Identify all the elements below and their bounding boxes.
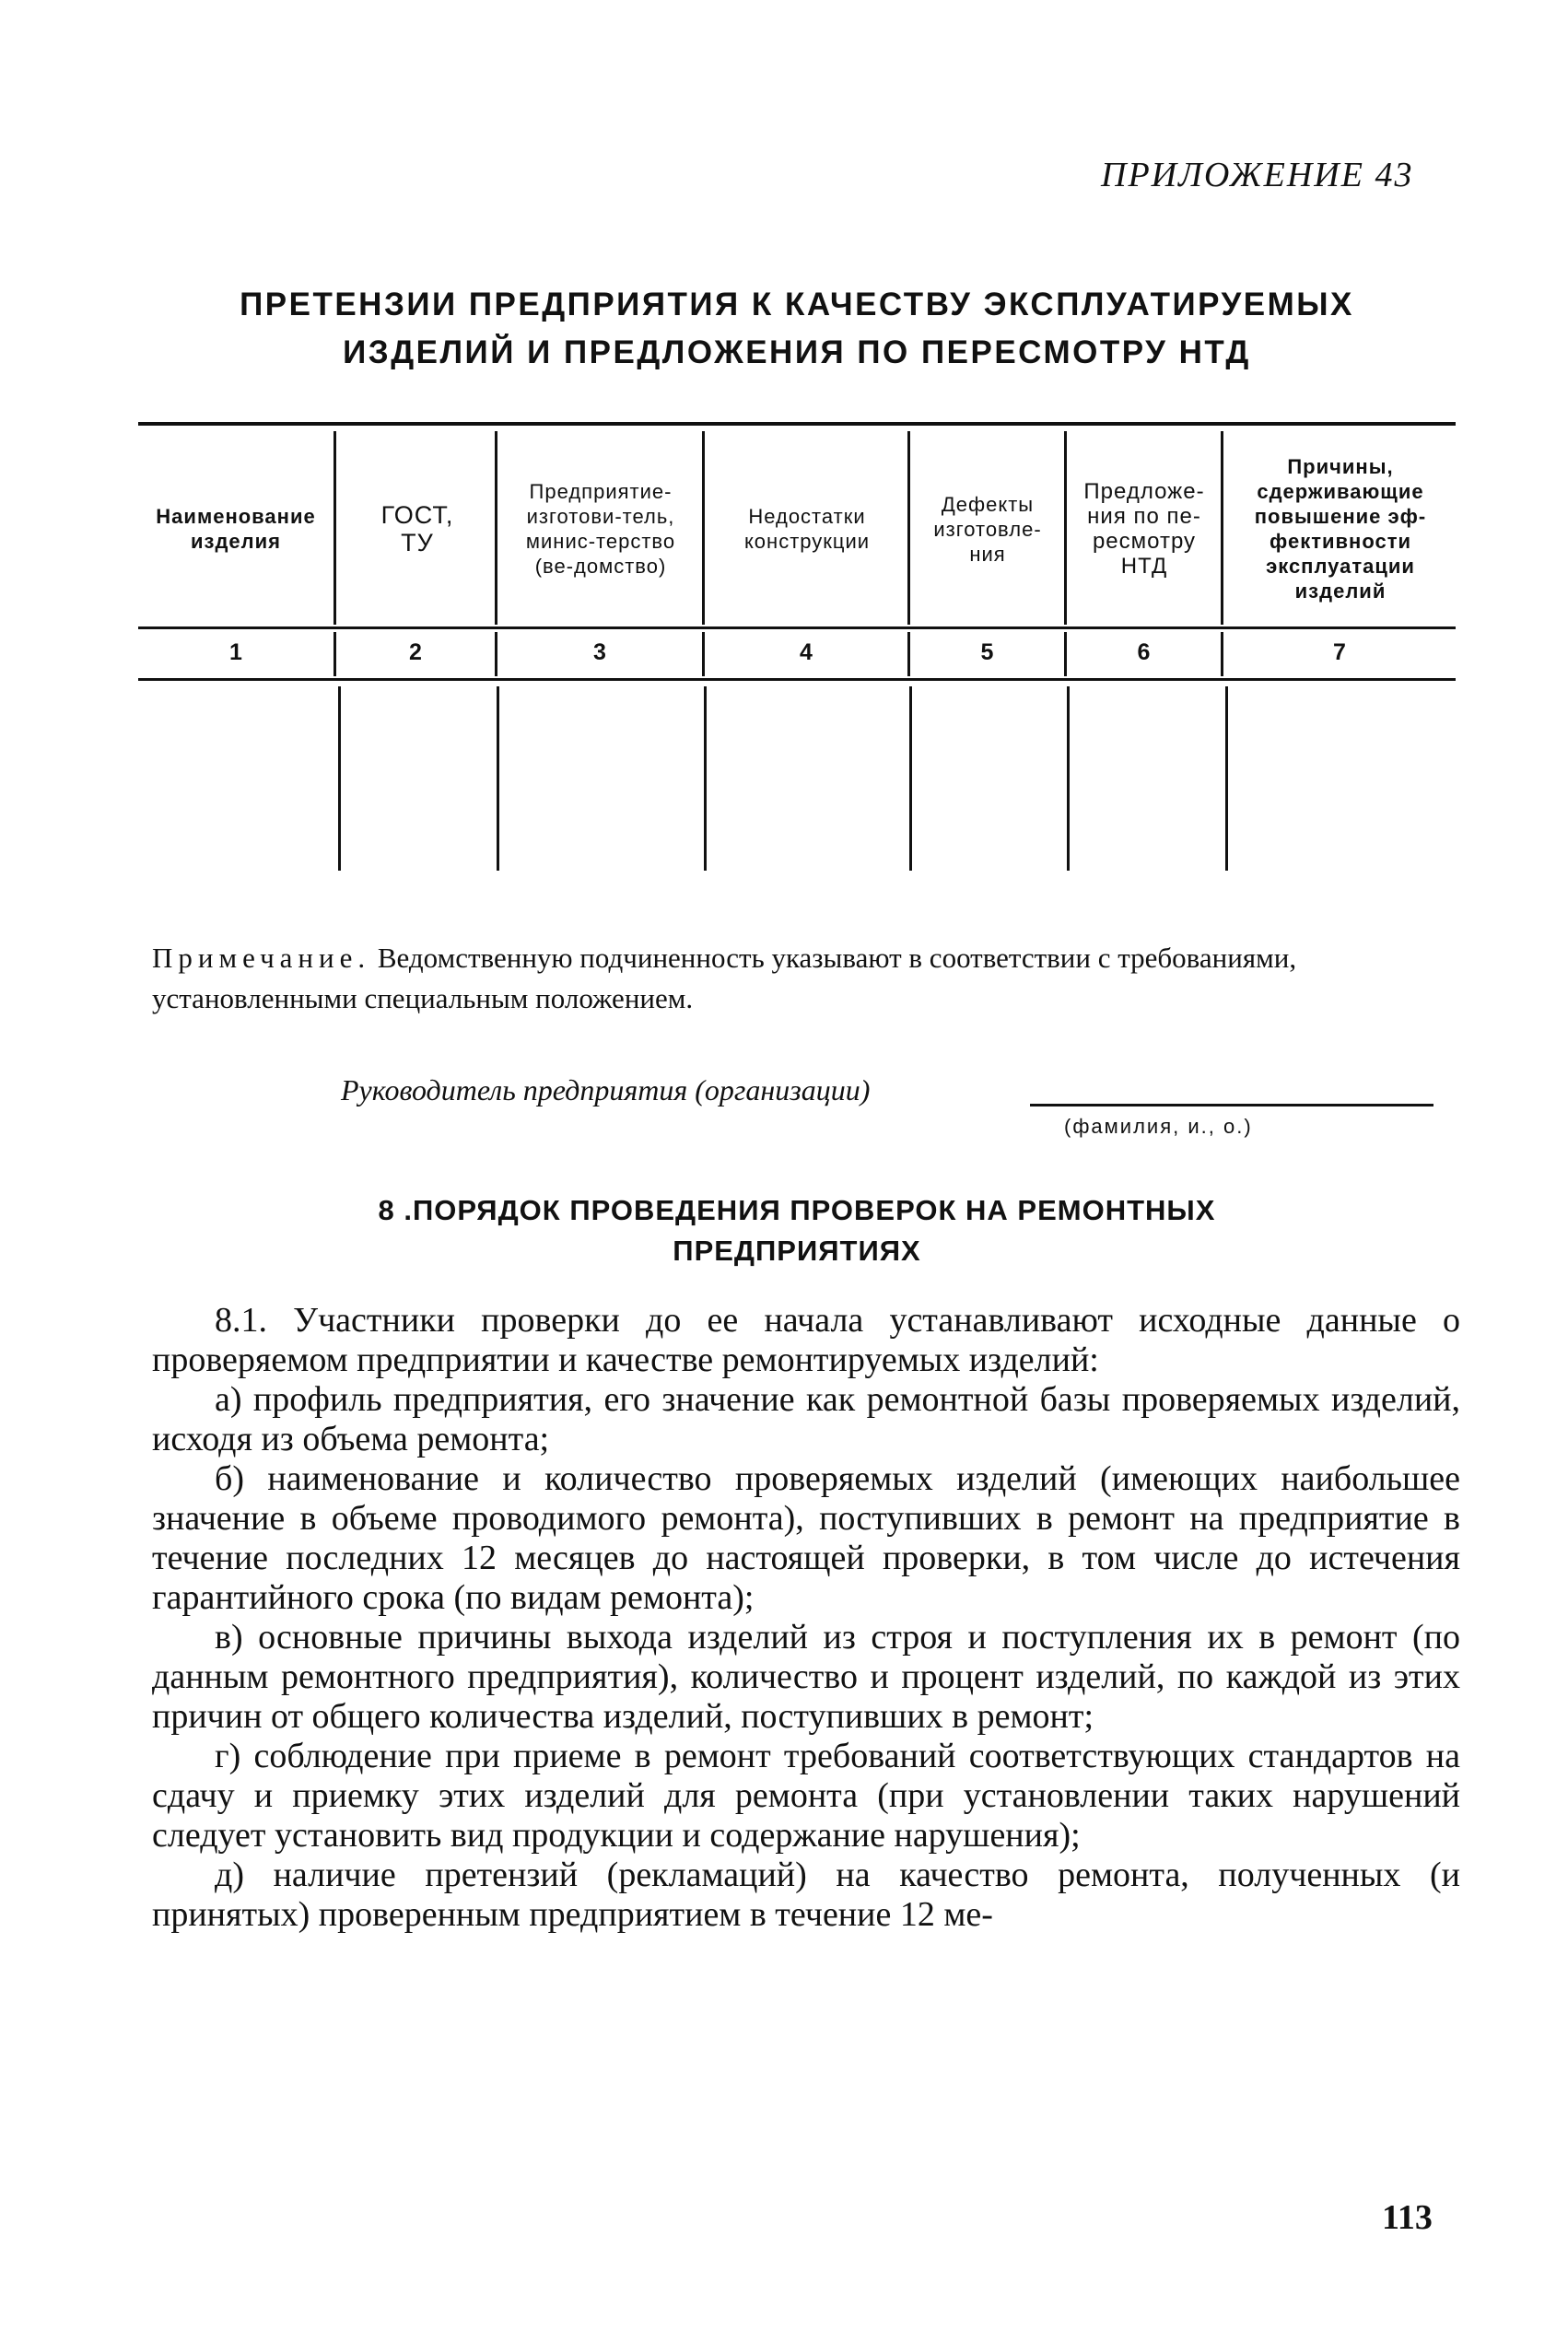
col-divider <box>1225 686 1228 871</box>
paragraph: г) соблюдение при приеме в ремонт требований соответствующих стандартов на сдачу и приемку этих изделий для ремонта (при установлении таких нарушений следует установить вид продукции и содержание нарушения); <box>152 1737 1460 1855</box>
paragraph: б) наименование и количество проверяемых изделий (имеющих наибольшее значение в объеме проводимого ремонта), поступивших в ремонт на предприятие в течение последних 12 месяцев до настоящей проверки, в том числе до истечения гарантийного срока (по видам ремонта); <box>152 1459 1460 1617</box>
col-divider <box>1064 431 1067 625</box>
col-divider <box>907 431 910 625</box>
column-number: 7 <box>1333 638 1346 665</box>
col-divider <box>495 431 497 625</box>
col-divider <box>333 431 336 625</box>
col-divider <box>1221 632 1223 676</box>
col-divider <box>338 686 341 871</box>
paragraph: в) основные причины выхода изделий из строя и поступления их в ремонт (по данным ремонтного предприятия), количество и процент изделий, по каждой из этих причин от общего количества изделий, поступивших в ремонт; <box>152 1618 1460 1736</box>
column-number: 5 <box>980 638 994 665</box>
section-title-line-1: 8 .ПОРЯДОК ПРОВЕДЕНИЯ ПРОВЕРОК НА РЕМОНТНЫХ <box>378 1194 1216 1226</box>
col-divider <box>704 686 707 871</box>
column-number: 3 <box>593 638 606 665</box>
column-number: 6 <box>1137 638 1151 665</box>
paragraph: а) профиль предприятия, его значение как ремонтной базы проверяемых изделий, исходя из объема ремонта; <box>152 1380 1460 1458</box>
document-title-line-2: ИЗДЕЛИЙ И ПРЕДЛОЖЕНИЯ ПО ПЕРЕСМОТРУ НТД <box>343 334 1251 370</box>
col-divider <box>702 431 705 625</box>
appendix-label: ПРИЛОЖЕНИЕ 43 <box>1101 156 1414 194</box>
table-number-rule <box>138 678 1456 681</box>
signature-label: Руководитель предприятия (организации) <box>341 1073 871 1106</box>
paragraph: 8.1. Участники проверки до ее начала устанавливают исходные данные о проверяемом предприятии и качестве ремонтируемых изделий: <box>152 1301 1460 1379</box>
col-divider <box>909 686 912 871</box>
document-title-line-1: ПРЕТЕНЗИИ ПРЕДПРИЯТИЯ К КАЧЕСТВУ ЭКСПЛУАТИРУЕМЫХ <box>240 287 1354 322</box>
col-divider <box>333 632 336 676</box>
column-header: Недостатки конструкции <box>743 505 871 553</box>
signature-line <box>1030 1104 1433 1106</box>
column-number: 4 <box>800 638 813 665</box>
column-number: 2 <box>409 638 422 665</box>
column-header: Причины, сдерживающие повышение эф-фективности эксплуатации изделий <box>1254 455 1427 603</box>
column-header: ГОСТ, ТУ <box>380 501 454 556</box>
col-divider <box>497 686 499 871</box>
signature-hint: (фамилия, и., о.) <box>1064 1115 1253 1138</box>
section-title <box>138 1190 1456 1271</box>
column-header: Наименование изделия <box>156 505 316 553</box>
table-header-rule <box>138 626 1456 629</box>
table-note <box>152 938 1460 1019</box>
col-divider <box>1064 632 1067 676</box>
note-text: Ведомственную подчиненность указывают в соответствии с требованиями, установленными специальным положением. <box>152 942 1297 1014</box>
paragraph: д) наличие претензий (рекламаций) на качество ремонта, полученных (и принятых) проверенным предприятием в течение 12 ме- <box>152 1856 1460 1934</box>
column-header: Предприятие-изготови-тель, минис-терство (ве-домство) <box>525 480 676 578</box>
section-title-line-2: ПРЕДПРИЯТИЯХ <box>673 1235 921 1267</box>
note-label: Примечание. <box>152 942 371 974</box>
body-text <box>152 1301 1460 1935</box>
column-number: 1 <box>229 638 242 665</box>
col-divider <box>1067 686 1070 871</box>
col-divider <box>1221 431 1223 625</box>
column-header: Предложе-ния по пе-ресмотру НТД <box>1083 479 1205 579</box>
column-header: Дефекты изготовле-ния <box>933 492 1042 566</box>
col-divider <box>702 632 705 676</box>
col-divider <box>907 632 910 676</box>
col-divider <box>495 632 497 676</box>
table-top-rule <box>138 422 1456 426</box>
document-title <box>138 281 1456 377</box>
page-number: 113 <box>1382 2198 1433 2237</box>
